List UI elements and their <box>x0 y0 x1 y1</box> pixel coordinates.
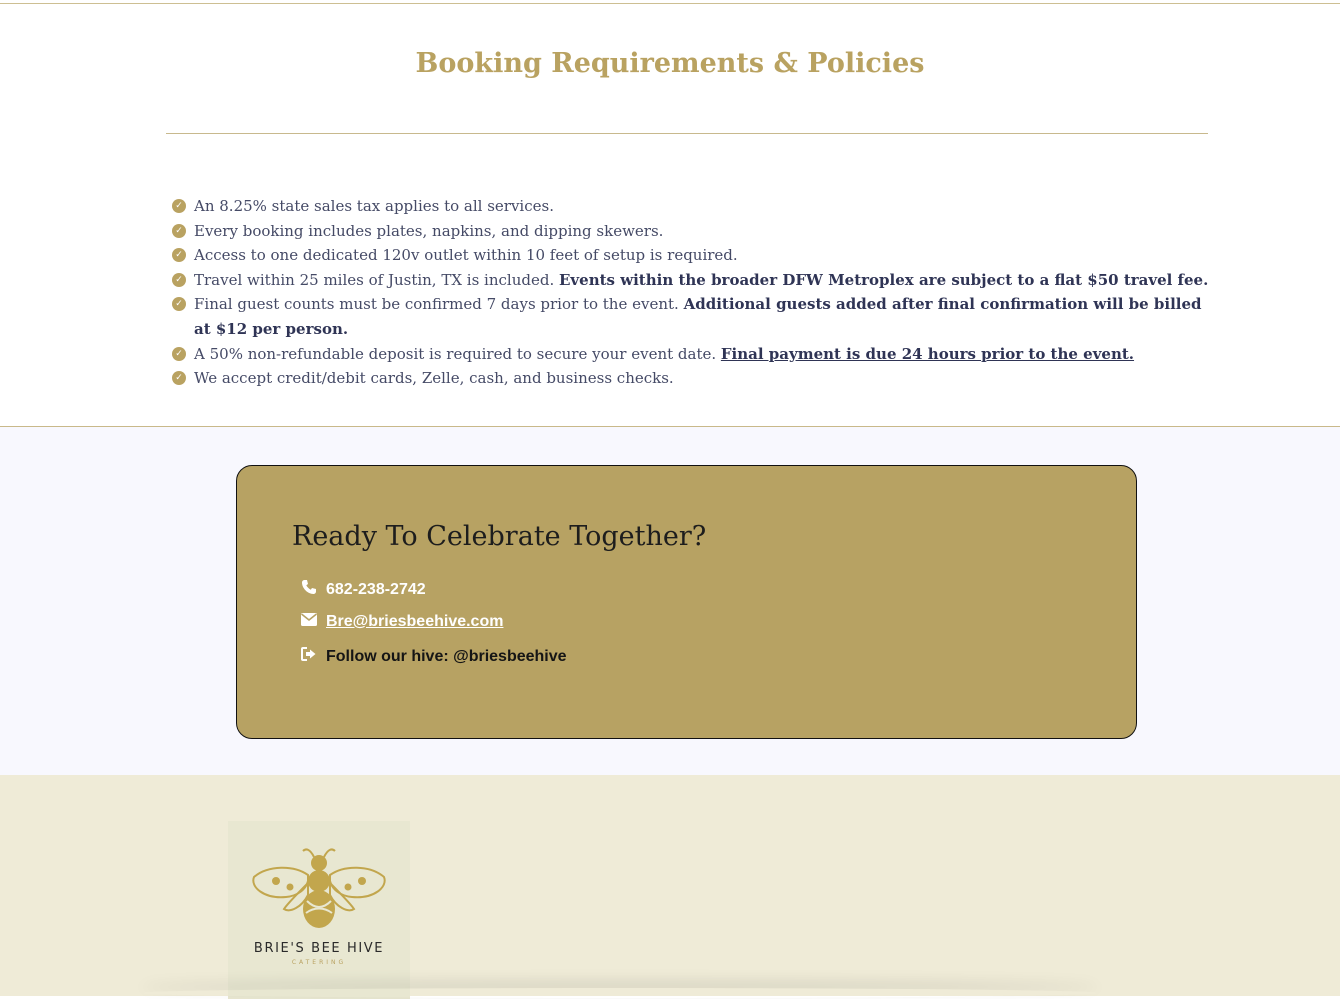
phone-number: 682-238-2742 <box>326 580 426 598</box>
social-link[interactable] <box>299 647 567 666</box>
policy-item: ✓ A 50% non-refundable deposit is required to secure your event date. Final payment is due 24 hours prior to the event. <box>172 342 1212 367</box>
policy-item: ✓ Final guest counts must be confirmed 7 days prior to the event. Additional guests added after final confirmation will be billed at $12 per person. <box>172 292 1212 341</box>
policy-item: ✓ We accept credit/debit cards, Zelle, cash, and business checks. <box>172 366 1212 391</box>
policy-list <box>172 194 1212 391</box>
check-circle-icon: ✓ <box>172 273 186 287</box>
envelope-icon <box>299 613 319 631</box>
check-circle-icon: ✓ <box>172 347 186 361</box>
final-payment-note: Final payment is due 24 hours prior to the event. <box>720 344 1135 363</box>
email-address: Bre@briesbeehive.com <box>326 613 504 630</box>
footer <box>0 775 1340 996</box>
policy-item: ✓ An 8.25% state sales tax applies to all services. <box>172 194 1212 219</box>
title-divider <box>166 133 1208 134</box>
check-circle-icon: ✓ <box>172 248 186 262</box>
policy-item: ✓ Every booking includes plates, napkins, and dipping skewers. <box>172 219 1212 244</box>
brand-logo[interactable] <box>228 821 410 999</box>
logo-tagline: CATERING <box>291 959 347 966</box>
logo-wordmark: BRIE'S BEE HIVE <box>253 941 385 956</box>
policy-item: ✓ Access to one dedicated 120v outlet within 10 feet of setup is required. <box>172 243 1212 268</box>
cta-title: Ready To Celebrate Together? <box>292 521 707 552</box>
check-circle-icon: ✓ <box>172 371 186 385</box>
footer-shadow <box>140 988 1100 998</box>
bee-logo-icon <box>228 821 410 939</box>
contact-card <box>236 465 1137 739</box>
cta-section <box>0 427 1340 775</box>
phone-icon <box>299 579 319 600</box>
follow-text: Follow our hive: @briesbeehive <box>326 647 567 665</box>
check-circle-icon: ✓ <box>172 224 186 238</box>
check-circle-icon: ✓ <box>172 199 186 213</box>
check-circle-icon: ✓ <box>172 297 186 311</box>
policies-title: Booking Requirements & Policies <box>415 48 925 79</box>
phone-link[interactable] <box>299 579 426 600</box>
policies-section <box>0 4 1340 427</box>
email-link[interactable] <box>299 613 503 631</box>
policy-item: ✓ Travel within 25 miles of Justin, TX is included. Events within the broader DFW Metroplex are subject to a flat $50 travel fee. <box>172 268 1212 293</box>
share-icon <box>299 647 319 666</box>
